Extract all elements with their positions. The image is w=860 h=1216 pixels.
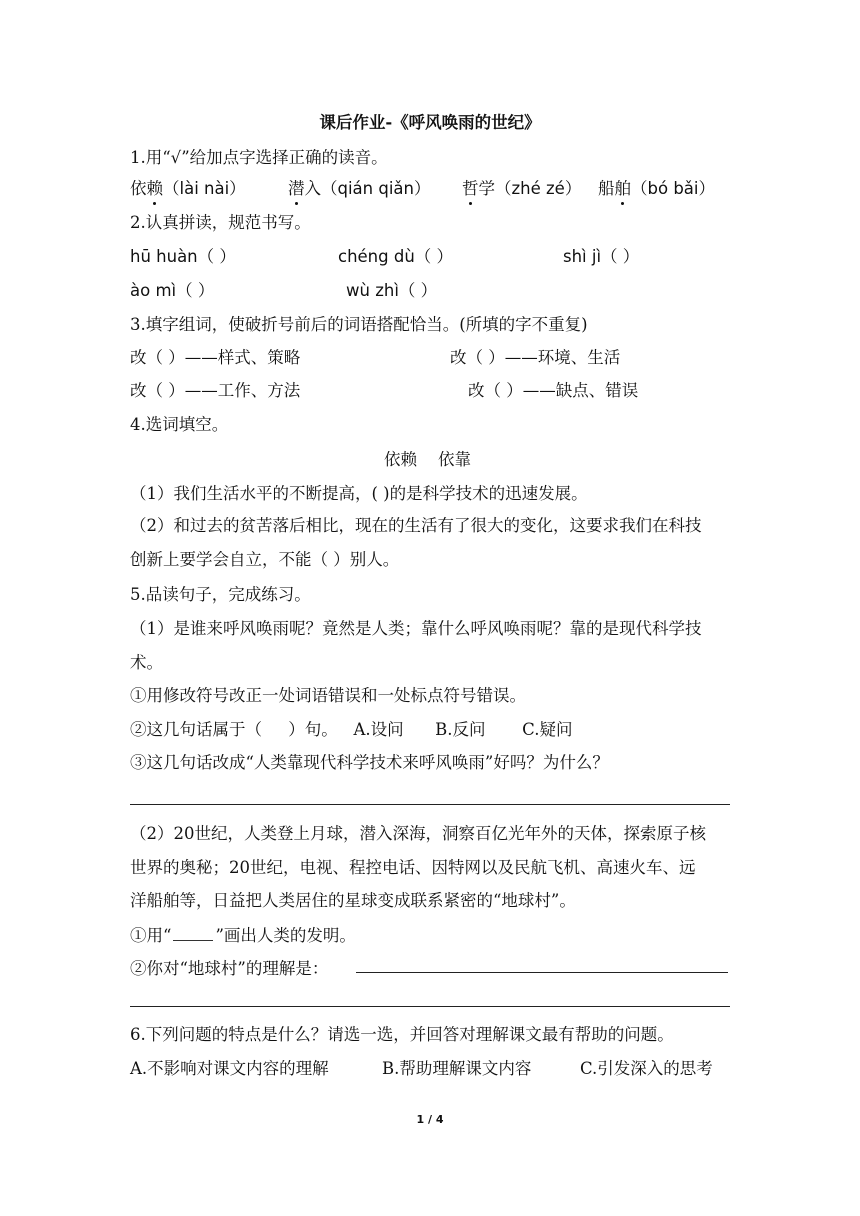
q1-item-2: 潜入（qián qiǎn） xyxy=(288,179,431,198)
q3-item-2: 改（ ）——环境、生活 xyxy=(450,348,621,367)
q5-passage-1a: （1）是谁来呼风唤雨呢？竟然是人类；靠什么呼风唤雨呢？靠的是现代科学技 xyxy=(130,619,702,638)
q2-item-aomi: ào mì（ ） xyxy=(130,281,215,300)
q1-item-3: 哲学（zhé zé） xyxy=(462,179,582,198)
q6-option-b: B.帮助理解课文内容 xyxy=(382,1059,532,1078)
q4-sentence-2b: 创新上要学会自立，不能（ ）别人。 xyxy=(130,550,400,569)
page-number: 1 / 4 xyxy=(416,1113,444,1126)
q5-passage-2c: 洋船舶等，日益把人类居住的星球变成联系紧密的“地球村”。 xyxy=(130,891,576,910)
q4-prompt: 4.选词填空。 xyxy=(130,415,229,434)
answer-line-3[interactable] xyxy=(130,1006,730,1007)
q6-option-c: C.引发深入的思考 xyxy=(580,1059,713,1078)
q3-item-3: 改（ ）——工作、方法 xyxy=(130,381,301,400)
q5-task-3: ③这几句话改成“人类靠现代科学技术来呼风唤雨”好吗？为什么？ xyxy=(130,753,609,772)
underline-sample xyxy=(173,928,213,941)
q5-task-1: ①用修改符号改正一处词语错误和一处标点符号错误。 xyxy=(130,686,526,705)
q3-item-1: 改（ ）——样式、策略 xyxy=(130,348,301,367)
q2-item-wuzhi: wù zhì（ ） xyxy=(346,281,438,300)
q1-prompt: 1.用“√”给加点字选择正确的读音。 xyxy=(130,148,388,167)
q3-prompt: 3.填字组词，使破折号前后的词语搭配恰当。(所填的字不重复) xyxy=(130,315,588,334)
q6-prompt: 6.下列问题的特点是什么？请选一选，并回答对理解课文最有帮助的问题。 xyxy=(130,1025,674,1044)
q4-word-choices: 依赖 依靠 xyxy=(384,450,471,469)
q5-passage-2b: 世界的奥秘；20世纪，电视、程控电话、因特网以及民航飞机、高速火车、远 xyxy=(130,858,696,877)
q5-passage-1b: 术。 xyxy=(130,653,163,672)
q4-sentence-2a: （2）和过去的贫苦落后相比，现在的生活有了很大的变化，这要求我们在科技 xyxy=(130,516,702,535)
q5-task-2: ②这几句话属于（ ）句。 A.设问 B.反问 C.疑问 xyxy=(130,720,573,739)
q2-item-huhuan: hū huàn（ ） xyxy=(130,247,236,266)
answer-line-2[interactable] xyxy=(356,972,728,973)
q2-prompt: 2.认真拼读，规范书写。 xyxy=(130,213,311,232)
page-title: 课后作业-《呼风唤雨的世纪》 xyxy=(319,113,541,132)
q1-item-4: 船舶（bó bǎi） xyxy=(598,179,715,198)
q5-prompt: 5.品读句子，完成练习。 xyxy=(130,585,311,604)
q2-item-chengdu: chéng dù（ ） xyxy=(338,247,454,266)
q5-passage-2a: （2）20世纪，人类登上月球，潜入深海，洞察百亿光年外的天体，探索原子核 xyxy=(130,824,706,843)
q5-task-5: ②你对“地球村”的理解是： xyxy=(130,959,329,978)
q1-item-1: 依赖（lài nài） xyxy=(130,179,246,198)
answer-line-1[interactable] xyxy=(130,804,730,805)
q2-item-shiji: shì jì（ ） xyxy=(563,247,640,266)
q5-task-4: ①用“ ”画出人类的发明。 xyxy=(130,926,356,945)
q4-sentence-1: （1）我们生活水平的不断提高，( )的是科学技术的迅速发展。 xyxy=(130,484,588,503)
q6-option-a: A.不影响对课文内容的理解 xyxy=(130,1059,329,1078)
q3-item-4: 改（ ）——缺点、错误 xyxy=(468,381,639,400)
